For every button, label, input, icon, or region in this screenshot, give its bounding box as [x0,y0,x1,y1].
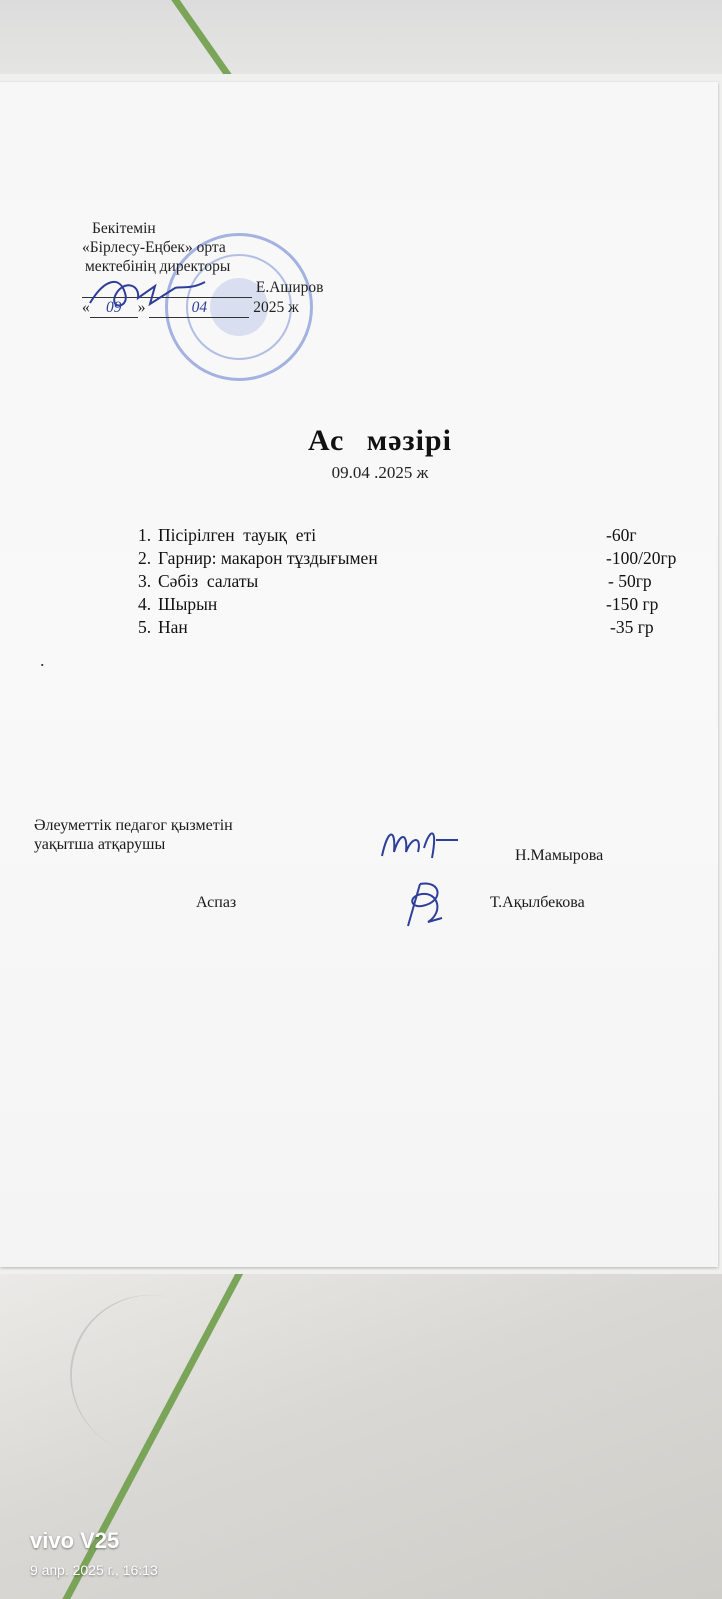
photo-timestamp: 9 апр. 2025 г., 16:13 [30,1562,158,1578]
menu-date: 09.04 .2025 ж [331,463,429,482]
list-item: 4. Шырын -150 гр [138,594,659,614]
approval-date-line: « 09 » 04 2025 ж [82,299,299,316]
list-item: 1. Пісірілген тауық еті -60г [138,525,637,545]
list-item: 2. Гарнир: макарон тұздығымен -100/20гр [138,548,677,568]
approval-year: 2025 ж [253,299,299,316]
list-item: 5. Нан -35 гр [138,617,654,637]
page-title: Ас мәзірі [308,424,452,457]
camera-brand-watermark: vivo V25 [30,1528,120,1553]
cook-role: Аспаз [196,894,237,911]
menu-list [138,525,718,640]
cook-signature [398,876,458,932]
approval-day: 09 [90,298,138,318]
approval-line-1: Бекітемін [92,220,156,237]
list-item: 3. Сәбіз салаты - 50гр [138,571,652,591]
cook-name: Т.Ақылбекова [490,894,585,911]
trailing-mark: . [40,650,45,670]
pedagog-role: Әлеуметтік педагог қызметін уақытша атқарушы [34,817,233,853]
director-name: Е.Аширов [255,279,324,296]
approval-line-2: «Бірлесу-Еңбек» орта [82,239,226,256]
director-signature [80,268,220,318]
approval-month: 04 [149,298,249,318]
approval-line-3: мектебінің директоры [85,258,231,275]
pedagog-name: Н.Мамырова [515,847,604,864]
pedagog-signature [378,818,468,868]
